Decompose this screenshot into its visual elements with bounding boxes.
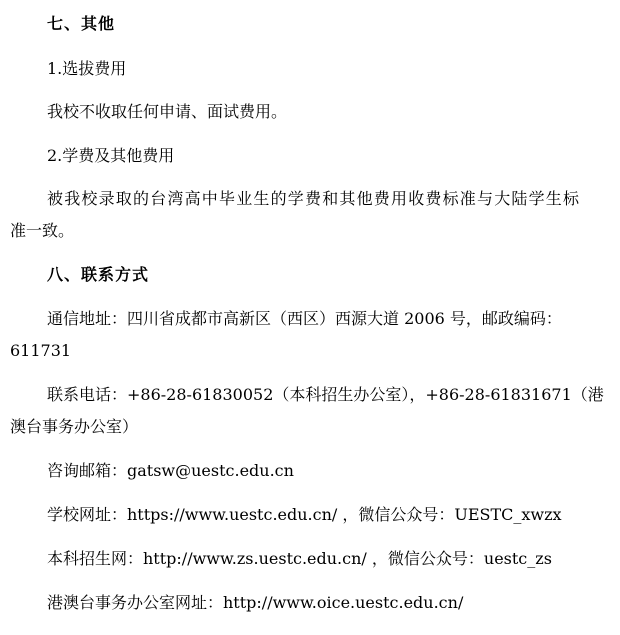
- contact-office-website: 港澳台事务办公室网址：http://www.oice.uestc.edu.cn/: [47, 593, 464, 612]
- item-title-tuition: 2.学费及其他费用: [47, 146, 175, 165]
- item-title-selection-fee: 1.选拔费用: [47, 59, 127, 78]
- paragraph-tuition-line2: 准一致。: [10, 221, 75, 240]
- contact-phone-line2: 澳台事务办公室）: [10, 417, 139, 436]
- paragraph-selection-fee: 我校不收取任何申请、面试费用。: [47, 102, 288, 121]
- contact-admission-website: 本科招生网：http://www.zs.uestc.edu.cn/ ，微信公众号：uestc_zs: [47, 549, 552, 568]
- contact-address-line2: 611731: [10, 341, 72, 360]
- contact-email: 咨询邮箱：gatsw@uestc.edu.cn: [47, 461, 294, 480]
- contact-school-website: 学校网址：https://www.uestc.edu.cn/ ，微信公众号：UESTC_xwzx: [47, 505, 562, 524]
- section-heading-other: 七、其他: [47, 14, 116, 33]
- contact-address-line1: 通信地址：四川省成都市高新区（西区）西源大道 2006 号，邮政编码：: [47, 309, 562, 328]
- section-heading-contact: 八、联系方式: [47, 265, 150, 284]
- paragraph-tuition-line1: 被我校录取的台湾高中毕业生的学费和其他费用收费标准与大陆学生标: [47, 189, 581, 208]
- contact-phone-line1: 联系电话：+86-28-61830052（本科招生办公室），+86-28-61831671（港: [47, 385, 604, 404]
